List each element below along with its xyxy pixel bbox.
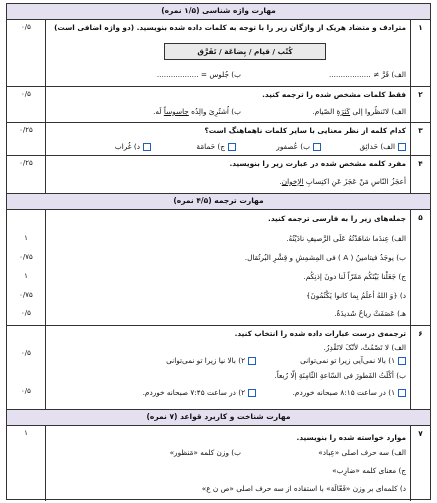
question-1	[7, 19, 430, 87]
score-cell	[7, 19, 46, 86]
question-7	[7, 425, 430, 501]
option-a2[interactable]	[166, 356, 256, 365]
option-label: ۲) بالا نیا زیرا تو نمی‌توانی	[166, 356, 245, 365]
section-header-vocab	[7, 3, 430, 20]
question-6	[7, 325, 430, 410]
option-b2[interactable]	[143, 388, 256, 397]
section-header-translation	[7, 193, 430, 210]
score-value: ۱	[24, 234, 28, 242]
sentence-text: لاتَنظُروا إلی	[350, 107, 390, 116]
checkbox[interactable]	[398, 389, 406, 397]
question-prompt: جمله‌های زیر را به فارسی ترجمه کنید.	[268, 214, 406, 223]
checkbox[interactable]	[313, 143, 321, 151]
option-label: ۱) در ساعت ۸:۱۵ صبحانه خوردم.	[292, 388, 395, 397]
section-title: مهارت ترجمه (۴/۵ نمره)	[173, 196, 264, 205]
option-a[interactable]	[360, 142, 406, 151]
sentence-b: ب) أکْلَتُ الفَطورَ فی السّاعةِ الثّامِنَةِ إلّا رُبعاً.	[274, 371, 406, 380]
score-value: ۰/۲۵	[19, 126, 33, 134]
exam-sheet	[6, 3, 431, 500]
question-5	[7, 209, 430, 326]
question-prompt: موارد خواسته شده را بنویسید.	[296, 433, 406, 442]
score-value: ۱	[24, 272, 28, 280]
section-title: مهارت شناخت و کاربرد قواعد (۷ نمره)	[146, 412, 291, 421]
item-a: الف) سه حرف اصلی «عِباد»	[318, 448, 406, 457]
score-cell	[7, 325, 46, 409]
sentence	[279, 177, 406, 186]
score-value: ۰/۷۵	[19, 253, 33, 261]
option-b[interactable]	[276, 142, 321, 151]
sentence-b: ب) یوجَدُ فیتامینُ ( A ) فی المِشمِشِ و قِشْرِ البُرتُقال.	[244, 253, 406, 262]
checkbox[interactable]	[228, 143, 236, 151]
sentence-text: أعجَزُ النّاسِ مَنْ عَجَزَ عَنِ اکتِسابِ	[303, 177, 406, 186]
question-prompt: ترجمه‌ی درست عبارات داده شده را انتخاب کنید.	[234, 329, 406, 338]
question-prompt: کدام کلمه از نظر معنایی با سایر کلمات ناهماهنگ است؟	[204, 126, 406, 135]
sentence-a	[312, 107, 406, 116]
question-prompt: مفرد کلمه مشخص شده در عبارت زیر را بنویسید.	[229, 159, 406, 168]
checkbox[interactable]	[398, 143, 406, 151]
option-a1[interactable]	[300, 356, 406, 365]
question-number: ۲	[410, 86, 430, 122]
sentence-tail: .	[279, 177, 282, 186]
sentence-tail: الصّیام.	[312, 107, 337, 116]
score-value: ۰/۵	[21, 309, 31, 317]
sentence-tail: لَه.	[153, 107, 164, 116]
item-c: ج) معنای کلمه «ضارِب»	[332, 466, 406, 475]
sentence-a: الف) عِندَما شاهَدْتُهُ عَلَی الرَّصیفِ نادَیْتُهُ.	[286, 234, 406, 243]
checkbox[interactable]	[143, 143, 151, 151]
sentence-b	[153, 107, 241, 116]
question-number: ۵	[410, 209, 430, 325]
option-b1[interactable]	[293, 388, 406, 397]
underlined-word: جاسوساً	[163, 107, 189, 116]
underlined-word: الإخوان	[281, 177, 304, 186]
question-2	[7, 86, 430, 123]
score-cell	[7, 425, 46, 501]
sentence-text: ب) اُشتُرِیَ والِدُه	[188, 107, 241, 116]
underlined-word: کَثرَةِ	[336, 107, 351, 116]
option-label: الف) حَدائِق	[359, 142, 395, 151]
item-b: ب) وزن کلمه «مَنظور»	[169, 448, 241, 457]
score-value: ۰/۵	[21, 349, 31, 357]
answer-line-a: الف) قَرَّ ≠ ..................	[329, 70, 406, 79]
question-number: ۳	[410, 122, 430, 155]
section-title: مهارت واژه شناسی (۱/۵ نمره)	[161, 6, 276, 15]
option-c[interactable]	[196, 142, 236, 151]
question-4	[7, 155, 430, 194]
question-number: ۷	[410, 425, 430, 501]
score-cell	[7, 122, 46, 155]
question-prompt: مترادف و متضاد هریک از واژگان زیر را با توجه به کلمات داده شده بنویسید. (دو واژه اضافی است)	[54, 23, 406, 32]
checkbox[interactable]	[248, 389, 256, 397]
option-label: ج) حَمامَة	[196, 142, 225, 151]
score-cell	[7, 86, 46, 122]
section-header-grammar	[7, 409, 430, 426]
word-bank-box: کُتُب / قیام / بِضاعَة / تَفَرَّق	[164, 43, 326, 60]
score-cell	[7, 155, 46, 193]
checkbox[interactable]	[248, 357, 256, 365]
option-d[interactable]	[115, 142, 151, 151]
question-number: ۱	[410, 19, 430, 86]
answer-line-b: ب) جُلوس = ..................	[156, 70, 241, 79]
score-value: ۰/۵	[21, 23, 31, 31]
sentence-d: د) ﴿وَ اللهُ أعلَمُ بِما کانوا یَکْتُمُونَ﴾	[306, 291, 406, 300]
score-value: ۰/۷۵	[19, 291, 33, 299]
item-d: د) کلمه‌ای بر وزن «فَعّالَة» با استفاده از سه حرف اصلی «ص ن ع»	[201, 484, 406, 493]
option-label: ۱) بالا نمی‌آیی زیرا تو نمی‌توانی	[300, 356, 395, 365]
item-label: الف)	[389, 107, 406, 116]
checkbox[interactable]	[398, 357, 406, 365]
question-prompt: فقط کلمات مشخص شده را ترجمه کنید.	[262, 90, 406, 99]
sentence-c: ج) جَعَلْنا بَیْتَکُم مَقَرّاً لَنا دونَ إذنِکُم.	[303, 272, 406, 281]
option-label: د) غُراب	[114, 142, 140, 151]
question-number: ۴	[410, 155, 430, 193]
score-value: ۰/۵	[21, 90, 31, 98]
score-cell	[7, 209, 46, 325]
score-value: ۰/۲۵	[19, 159, 33, 167]
sentence-e: هـ) عَصَفَتْ ریاحٌ شَدیدَةٌ.	[334, 309, 406, 318]
option-label: ب) عُصفور	[276, 142, 310, 151]
sentence-a: الف) لا تَصْمُتْ، لأنّکَ لاتَقْدِرُ.	[323, 343, 406, 352]
question-3	[7, 122, 430, 156]
score-value: ۰/۵	[21, 387, 31, 395]
question-number: ۶	[410, 325, 430, 409]
score-value: ۱	[24, 429, 28, 437]
option-label: ۲) در ساعت ۷:۴۵ صبحانه خوردم.	[142, 388, 245, 397]
